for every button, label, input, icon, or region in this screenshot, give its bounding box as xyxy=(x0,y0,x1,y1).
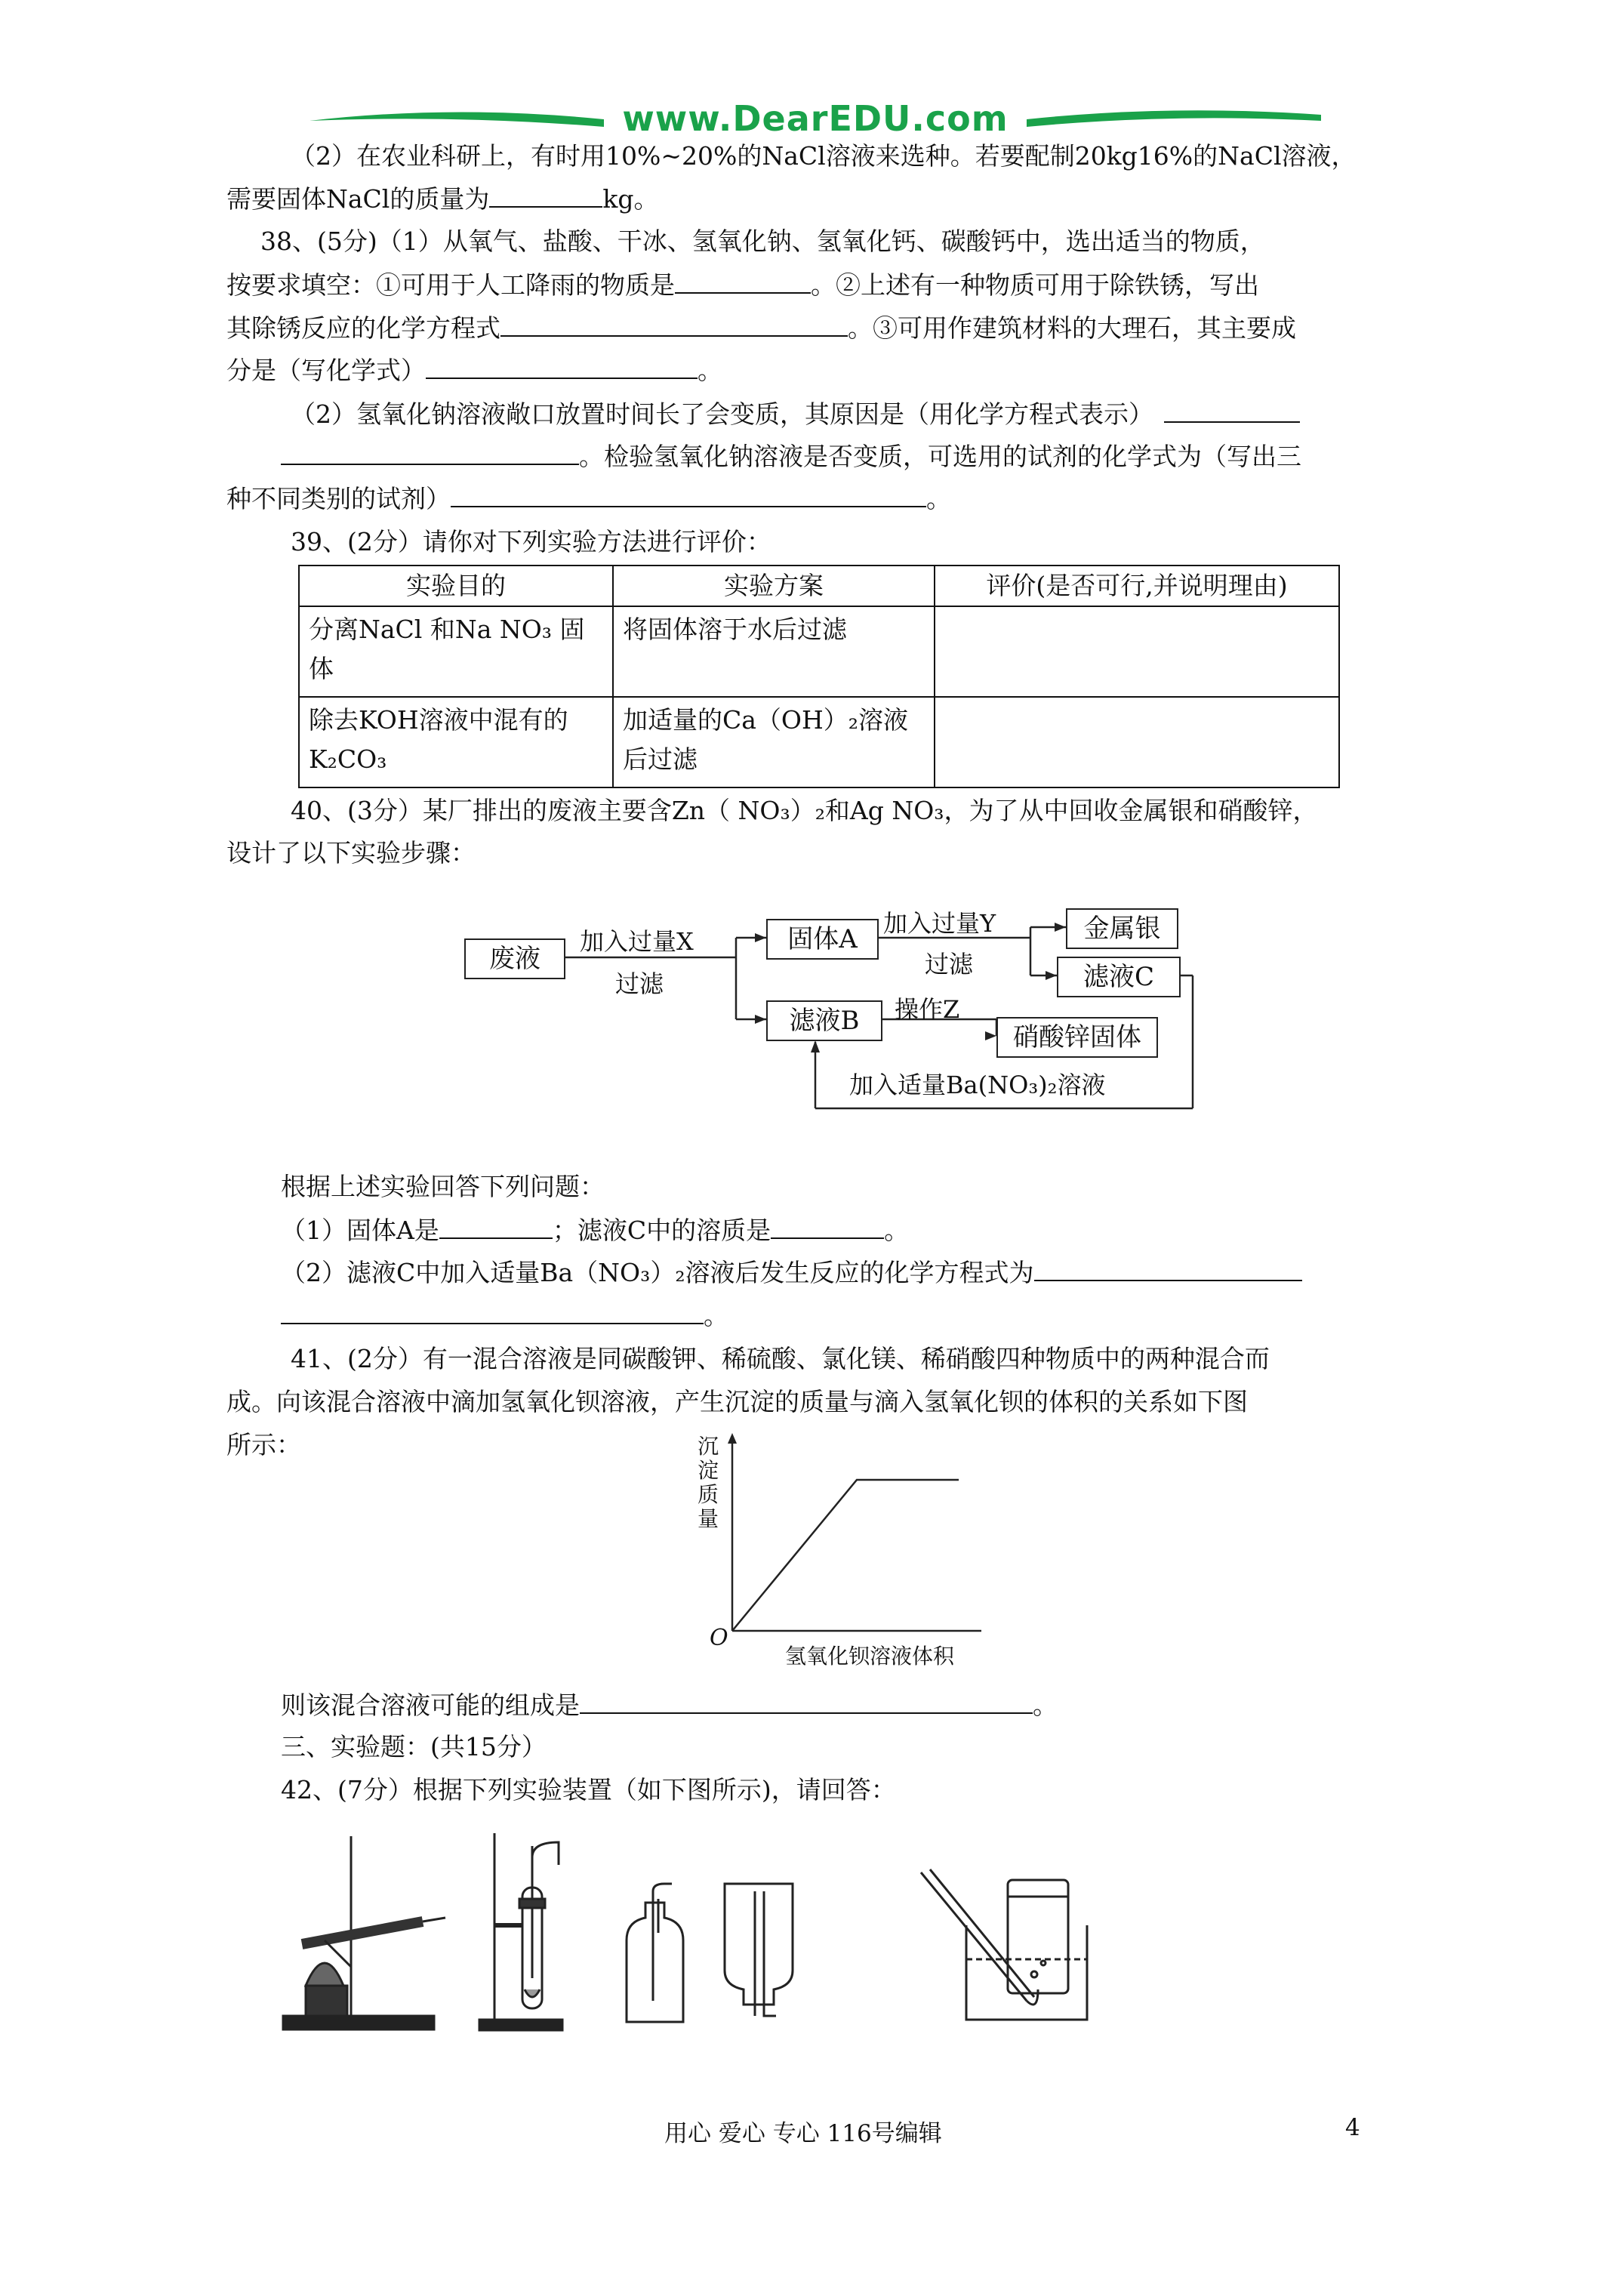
table-cell: 除去KOH溶液中混有的K₂CO₃ xyxy=(299,697,613,787)
flow-box-zinc-nitrate: 硝酸锌固体 xyxy=(996,1017,1158,1058)
q41-line3: 所示： xyxy=(226,1430,301,1459)
answer-cell[interactable] xyxy=(935,697,1339,787)
table-header-cell: 实验目的 xyxy=(299,566,613,606)
water-trough-icon xyxy=(921,1869,1087,2020)
table-header-cell: 实验方案 xyxy=(613,566,935,606)
flow-label-filter1: 过滤 xyxy=(615,969,664,998)
flow-label-op-z: 操作Z xyxy=(895,995,960,1024)
q38-line7: 种不同类别的试剂） 。 xyxy=(226,482,951,516)
flow-box-filtrate-b: 滤液B xyxy=(766,1000,882,1041)
q41-line2: 成。向该混合溶液中滴加氢氧化钡溶液，产生沉淀的质量与滴入氢氧化钡的体积的关系如下图 xyxy=(226,1387,1248,1416)
answer-blank[interactable] xyxy=(1164,397,1300,423)
test-tube-generator-icon xyxy=(479,1833,562,2030)
q38-line2: 按要求填空：①可用于人工降雨的物质是 。②上述有一种物质可用于除铁锈，写出 xyxy=(226,268,1259,302)
test-tube-heating-icon xyxy=(283,1836,445,2029)
table-header-row xyxy=(299,566,1339,606)
flow-box-silver: 金属银 xyxy=(1066,908,1178,949)
answer-blank[interactable] xyxy=(426,353,698,379)
x-axis-label: 氢氧化钡溶液体积 xyxy=(785,1644,955,1669)
apparatus-illustrations xyxy=(272,1827,1117,2054)
q38-line5: （2）氢氧化钠溶液敞口放置时间长了会变质，其原因是（用化学方程式表示） xyxy=(291,397,1300,431)
table-cell: 将固体溶于水后过滤 xyxy=(613,606,935,697)
q38-line3: 其除锈反应的化学方程式 。③可用作建筑材料的大理石，其主要成 xyxy=(226,311,1296,345)
flow-label-filter2: 过滤 xyxy=(925,950,974,978)
table-row xyxy=(299,697,1339,787)
answer-blank[interactable] xyxy=(771,1213,884,1239)
q41-line1: 41、(2分）有一混合溶液是同碳酸钾、稀硫酸、氯化镁、稀硝酸四种物质中的两种混合而 xyxy=(291,1344,1270,1373)
q38-line1: 38、(5分)（1）从氧气、盐酸、干冰、氢氧化钠、氢氧化钙、碳酸钙中，选出适当的物质， xyxy=(260,227,1265,256)
answer-blank[interactable] xyxy=(580,1688,1033,1714)
section3-title: 三、实验题：(共15分） xyxy=(281,1732,547,1761)
series-line xyxy=(732,1480,959,1631)
table-cell: 分离NaCl 和Na NO₃ 固体 xyxy=(299,606,613,697)
flow-label-add-x: 加入过量X xyxy=(580,927,694,956)
q38-line4: 分是（写化学式） 。 xyxy=(226,353,722,387)
answer-blank[interactable] xyxy=(500,311,848,337)
table-cell: 加适量的Ca（OH）₂溶液后过滤 xyxy=(613,697,935,787)
precipitate-chart xyxy=(679,1427,996,1684)
q40-line2: 设计了以下实验步骤： xyxy=(226,838,476,868)
flow-box-waste: 废液 xyxy=(464,938,565,979)
y-axis-arrow xyxy=(728,1433,737,1444)
site-url: www.DearEDU.com xyxy=(622,98,1009,139)
footer-text: 用心 爱心 专心 116号编辑 xyxy=(664,2120,942,2147)
q38-line6: 。检验氢氧化钠溶液是否变质，可选用的试剂的化学式为（写出三 xyxy=(281,439,1301,473)
table-header-cell: 评价(是否可行,并说明理由) xyxy=(935,566,1339,606)
answer-blank[interactable] xyxy=(489,182,602,208)
gas-washing-bottle-icon xyxy=(627,1884,683,2022)
flow-box-filtrate-c: 滤液C xyxy=(1057,957,1181,997)
q40-line5: （2）滤液C中加入适量Ba（NO₃）₂溶液后发生反应的化学方程式为 xyxy=(281,1256,1302,1290)
flow-label-add-y: 加入过量Y xyxy=(883,909,996,938)
answer-blank[interactable] xyxy=(1034,1256,1302,1281)
q42-title: 42、(7分）根据下列实验装置（如下图所示)，请回答： xyxy=(281,1775,896,1804)
answer-blank[interactable] xyxy=(439,1213,553,1239)
flow-box-solid-a: 固体A xyxy=(766,919,879,960)
table-row xyxy=(299,606,1339,697)
q37-2-line2: 需要固体NaCl的质量为 kg。 xyxy=(226,182,658,216)
q40-line1: 40、(3分）某厂排出的废液主要含Zn（ NO₃）₂和Ag NO₃，为了从中回收金属银和硝酸锌， xyxy=(291,796,1318,825)
y-axis-label: 沉淀质量 xyxy=(698,1434,719,1531)
flow-label-add-ba: 加入适量Ba(NO₃)₂溶液 xyxy=(849,1071,1106,1099)
q41-line4: 则该混合溶液可能的组成是 。 xyxy=(281,1688,1058,1722)
q37-2-line1: （2）在农业科研上，有时用10%~20%的NaCl溶液来选种。若要配制20kg16%的NaCl溶液， xyxy=(291,141,1357,171)
answer-blank[interactable] xyxy=(451,482,926,507)
q40-line3: 根据上述实验回答下列问题： xyxy=(281,1172,605,1201)
answer-cell[interactable] xyxy=(935,606,1339,697)
q40-line6: 。 xyxy=(281,1299,728,1333)
answer-blank[interactable] xyxy=(281,1299,704,1324)
inverted-bottle-icon xyxy=(725,1884,793,2016)
evaluation-table xyxy=(298,565,1340,788)
q40-line4: （1）固体A是 ；滤液C中的溶质是 。 xyxy=(281,1213,909,1247)
page-number: 4 xyxy=(1345,2114,1360,2141)
answer-blank[interactable] xyxy=(675,268,811,294)
origin-label: O xyxy=(710,1625,728,1651)
answer-blank[interactable] xyxy=(281,439,579,465)
q39-title: 39、(2分）请你对下列实验方法进行评价： xyxy=(291,527,771,556)
